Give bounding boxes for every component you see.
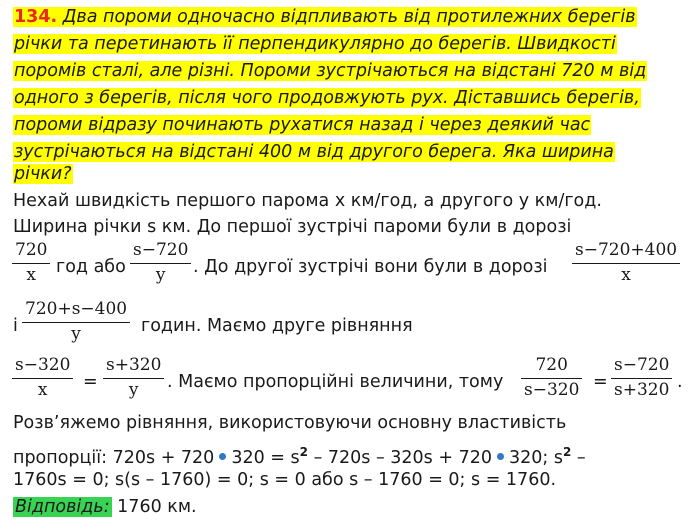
- fraction-720-over-s320: 720 s−320: [521, 355, 582, 400]
- text-and: і: [13, 316, 18, 336]
- fraction-720s-400-over-y: 720+s−400 y: [22, 299, 130, 344]
- answer-label: Відповідь:: [15, 497, 110, 517]
- problem-line-5: пороми відразу починають рухатися назад і через деякий час: [14, 115, 591, 135]
- multiply-dot-icon: [219, 453, 226, 460]
- solution-line-2: Ширина річки s км. До першої зустрічі пароми були в дорозі: [13, 217, 572, 237]
- solution-line-1: Нехай швидкість першого парома x км/год, а другого y км/год.: [13, 191, 602, 211]
- problem-number: 134.: [14, 7, 58, 27]
- fraction-s720-400-over-x: s−720+400 x: [572, 240, 680, 285]
- solution-line-5: 1760s = 0; s(s – 1760) = 0; s = 0 або s – 1760 = 0; s = 1760.: [13, 470, 557, 490]
- solution-line-4: пропорції: 720s + 720 $320 = s^2 - 720s - 320s + 720$ 320; $s^2$ –: [13, 445, 586, 468]
- problem-line-6: зустрічаються на відстані 400 м від другого берега. Яка ширина: [14, 142, 614, 162]
- equals-sign-1: =: [83, 372, 98, 392]
- problem-line-4: одного з берегів, після чого продовжують рух. Діставшись берегів,: [14, 88, 640, 108]
- equals-sign-2: =: [593, 372, 608, 392]
- fraction-720-over-x: 720 x: [12, 240, 50, 285]
- text-period: .: [677, 372, 683, 392]
- multiply-dot-icon: [497, 453, 504, 460]
- problem-line-7: річки?: [14, 164, 72, 184]
- problem-line-3: поромів сталі, але різні. Пороми зустрічаються на відстані 720 м від: [14, 61, 647, 81]
- fraction-s720-over-y: s−720 y: [130, 240, 191, 285]
- answer-value: 1760 км.: [111, 497, 197, 517]
- answer-line: [13, 496, 197, 518]
- problem-line-2: річки та перетинають її перпендикулярно до берегів. Швидкості: [14, 34, 616, 54]
- problem-line-1: 134. Два пороми одночасно відпливають від протилежних берегів: [14, 7, 636, 27]
- fraction-s320-over-x: s−320 x: [12, 355, 73, 400]
- text-second-equation: годин. Маємо друге рівняння: [141, 316, 413, 336]
- solution-line-3: Розв’яжемо рівняння, використовуючи основну властивість: [13, 413, 567, 433]
- fraction-s320-over-y: s+320 y: [103, 355, 164, 400]
- fraction-s720-over-s320: s−720 s+320: [611, 355, 672, 400]
- text-hours-or: год або: [56, 257, 126, 277]
- text-proportional: . Маємо пропорційні величини, тому: [167, 372, 504, 392]
- text-second-meeting: . До другої зустрічі вони були в дорозі: [193, 257, 548, 277]
